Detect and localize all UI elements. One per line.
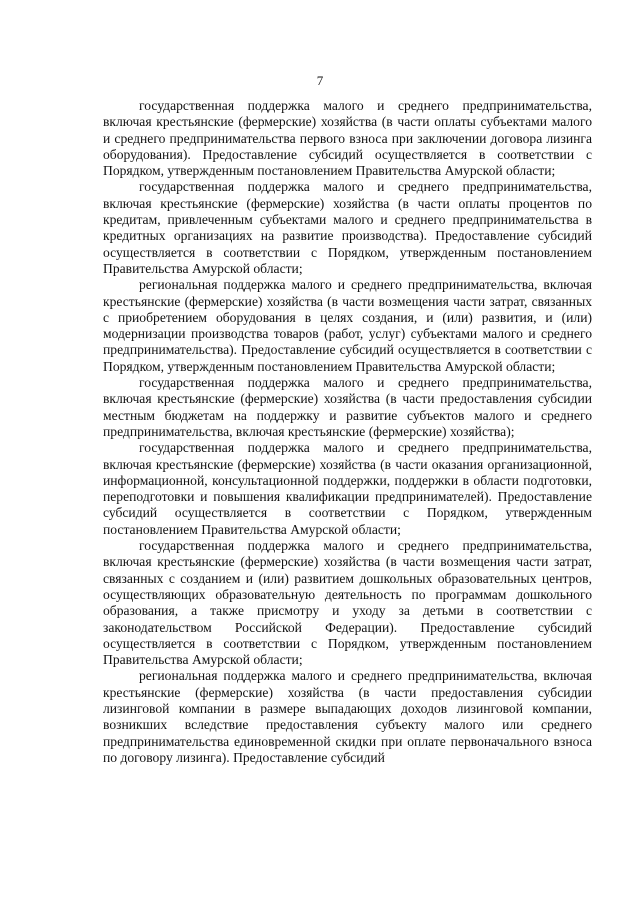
paragraph: государственная поддержка малого и среднего предпринимательства, включая крестьянские (фермерские) хозяйства (в части оплаты субъектами малого и среднего предпринимательства первого взноса при заключении договора лизинга оборудования). Предоставление субсидий осуществляется в соответствии с Порядком, утвержденным постановлением Правительства Амурской области;: [103, 98, 592, 179]
paragraph: региональная поддержка малого и среднего предпринимательства, включая крестьянские (фермерские) хозяйства (в части возмещения части затрат, связанных с приобретением оборудования в целях создания, и (или) развития, и (или) модернизации производства товаров (работ, услуг) субъектами малого и среднего предпринимательства). Предоставление субсидий осуществляется в соответствии с Порядком, утвержденным постановлением Правительства Амурской области;: [103, 277, 592, 374]
page-number: 7: [316, 73, 324, 88]
paragraph: государственная поддержка малого и среднего предпринимательства, включая крестьянские (фермерские) хозяйства (в части оплаты процентов по кредитам, привлеченным субъектами малого и среднего предпринимательства в кредитных организациях на развитие производства). Предоставление субсидий осуществляется в соответствии с Порядком, утвержденным постановлением Правительства Амурской области;: [103, 179, 592, 276]
paragraph: государственная поддержка малого и среднего предпринимательства, включая крестьянские (фермерские) хозяйства (в части оказания организационной, информационной, консультационной поддержки, поддержки в области подготовки, переподготовки и повышения квалификации предпринимателей). Предоставление субсидий осуществляется в соответствии с Порядком, утвержденным постановлением Правительства Амурской области;: [103, 440, 592, 537]
document-body: [103, 98, 592, 766]
paragraph: региональная поддержка малого и среднего предпринимательства, включая крестьянские (фермерские) хозяйства (в части предоставления субсидии лизинговой компании в размере выпадающих доходов лизинговой компании, возникших вследствие предоставления субъекту малого или среднего предпринимательства единовременной скидки при оплате первоначального взноса по договору лизинга). Предоставление субсидий: [103, 668, 592, 765]
paragraph: государственная поддержка малого и среднего предпринимательства, включая крестьянские (фермерские) хозяйства (в части предоставления субсидии местным бюджетам на поддержку и развитие субъектов малого и среднего предпринимательства, включая крестьянские (фермерские) хозяйства);: [103, 375, 592, 439]
paragraph: государственная поддержка малого и среднего предпринимательства, включая крестьянские (фермерские) хозяйства (в части возмещения части затрат, связанных с созданием и (или) развитием дошкольных образовательных центров, осуществляющих образовательную деятельность по программам дошкольного образования, а также присмотру и уходу за детьми в соответствии с законодательством Российской Федерации). Предоставление субсидий осуществляется в соответствии с Порядком, утвержденным постановлением Правительства Амурской области;: [103, 538, 592, 668]
